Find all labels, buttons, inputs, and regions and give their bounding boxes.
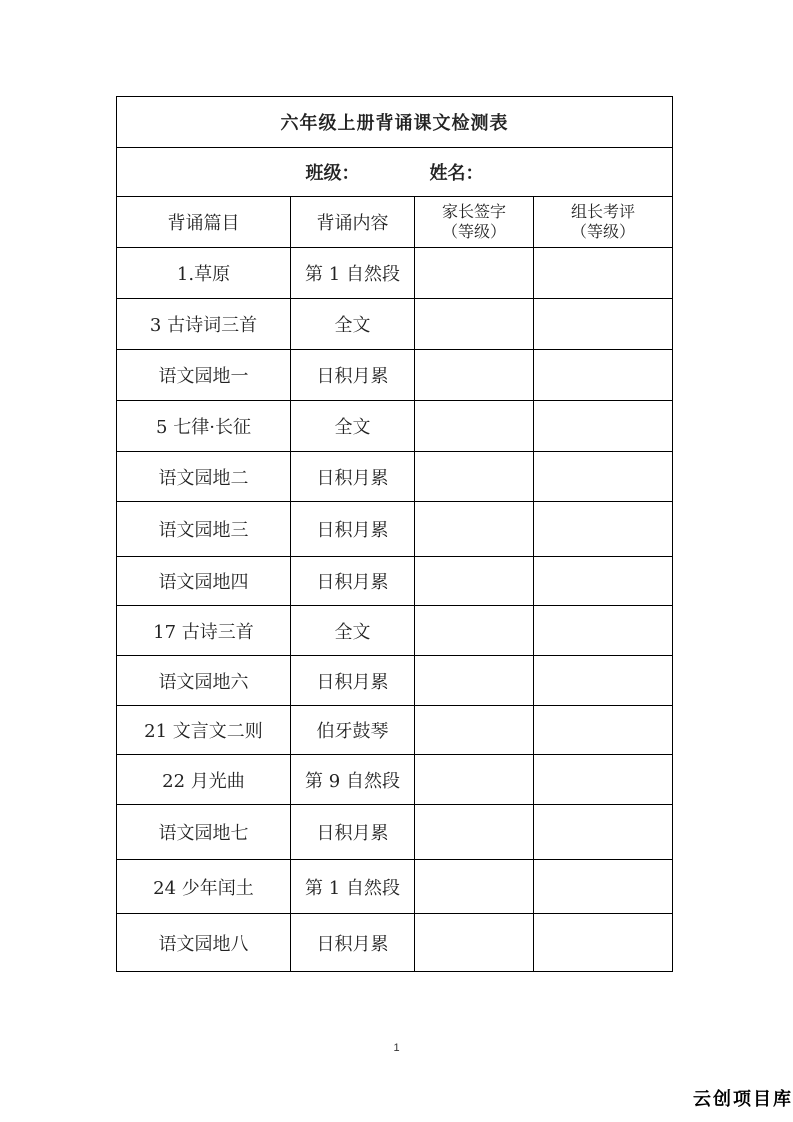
row-section: 22 月光曲 [117, 755, 291, 805]
row-content: 全文 [291, 606, 415, 656]
parent-signature-cell[interactable] [415, 557, 534, 606]
student-info-cell [117, 148, 673, 197]
leader-review-cell[interactable] [534, 299, 673, 350]
row-content: 第 9 自然段 [291, 755, 415, 805]
parent-signature-cell[interactable] [415, 706, 534, 755]
row-content: 日积月累 [291, 805, 415, 860]
table-row [117, 914, 673, 972]
row-content: 全文 [291, 401, 415, 452]
leader-review-cell[interactable] [534, 860, 673, 914]
parent-signature-cell[interactable] [415, 401, 534, 452]
row-section: 1.草原 [117, 248, 291, 299]
row-section: 语文园地七 [117, 805, 291, 860]
parent-signature-cell[interactable] [415, 656, 534, 706]
parent-signature-cell[interactable] [415, 350, 534, 401]
row-section: 5 七律·长征 [117, 401, 291, 452]
table-row [117, 860, 673, 914]
row-section: 语文园地一 [117, 350, 291, 401]
row-section: 语文园地二 [117, 452, 291, 502]
row-content: 第 1 自然段 [291, 860, 415, 914]
header-leader-line2: （等级） [570, 222, 635, 241]
row-section: 语文园地八 [117, 914, 291, 972]
row-content: 全文 [291, 299, 415, 350]
recitation-check-table [116, 96, 673, 972]
table-row [117, 706, 673, 755]
header-parent-signature [415, 197, 534, 248]
leader-review-cell[interactable] [534, 557, 673, 606]
table-title: 六年级上册背诵课文检测表 [117, 97, 673, 148]
row-content: 日积月累 [291, 656, 415, 706]
row-section: 语文园地六 [117, 656, 291, 706]
parent-signature-cell[interactable] [415, 502, 534, 557]
table-row [117, 452, 673, 502]
header-content: 背诵内容 [291, 197, 415, 248]
watermark-logo-text: 云创项目库 [693, 1089, 793, 1110]
parent-signature-cell[interactable] [415, 860, 534, 914]
leader-review-cell[interactable] [534, 401, 673, 452]
table-row [117, 401, 673, 452]
header-parent-line1: 家长签字 [441, 202, 506, 221]
row-content: 第 1 自然段 [291, 248, 415, 299]
row-content: 日积月累 [291, 452, 415, 502]
leader-review-cell[interactable] [534, 452, 673, 502]
title-row [117, 97, 673, 148]
header-leader-review [534, 197, 673, 248]
parent-signature-cell[interactable] [415, 606, 534, 656]
leader-review-cell[interactable] [534, 606, 673, 656]
table-row [117, 656, 673, 706]
row-content: 日积月累 [291, 914, 415, 972]
parent-signature-cell[interactable] [415, 248, 534, 299]
row-section: 3 古诗词三首 [117, 299, 291, 350]
leader-review-cell[interactable] [534, 502, 673, 557]
table-row [117, 805, 673, 860]
leader-review-cell[interactable] [534, 706, 673, 755]
page-number: 1 [393, 1042, 400, 1054]
leader-review-cell[interactable] [534, 656, 673, 706]
table-row [117, 350, 673, 401]
parent-signature-cell[interactable] [415, 805, 534, 860]
row-content: 日积月累 [291, 350, 415, 401]
parent-signature-cell[interactable] [415, 452, 534, 502]
header-row [117, 197, 673, 248]
leader-review-cell[interactable] [534, 914, 673, 972]
table-row [117, 248, 673, 299]
leader-review-cell[interactable] [534, 755, 673, 805]
row-content: 伯牙鼓琴 [291, 706, 415, 755]
name-label: 姓名： [429, 163, 484, 184]
header-leader-line1: 组长考评 [570, 202, 635, 221]
table-row [117, 299, 673, 350]
row-section: 21 文言文二则 [117, 706, 291, 755]
row-content: 日积月累 [291, 557, 415, 606]
table-row [117, 502, 673, 557]
leader-review-cell[interactable] [534, 805, 673, 860]
table-row [117, 557, 673, 606]
class-label: 班级： [305, 163, 360, 184]
parent-signature-cell[interactable] [415, 914, 534, 972]
row-section: 17 古诗三首 [117, 606, 291, 656]
header-parent-line2: （等级） [441, 222, 506, 241]
row-content: 日积月累 [291, 502, 415, 557]
table-row [117, 606, 673, 656]
leader-review-cell[interactable] [534, 248, 673, 299]
parent-signature-cell[interactable] [415, 755, 534, 805]
row-section: 语文园地三 [117, 502, 291, 557]
leader-review-cell[interactable] [534, 350, 673, 401]
student-info-row [117, 148, 673, 197]
parent-signature-cell[interactable] [415, 299, 534, 350]
table-row [117, 755, 673, 805]
header-section: 背诵篇目 [117, 197, 291, 248]
row-section: 24 少年闰土 [117, 860, 291, 914]
row-section: 语文园地四 [117, 557, 291, 606]
